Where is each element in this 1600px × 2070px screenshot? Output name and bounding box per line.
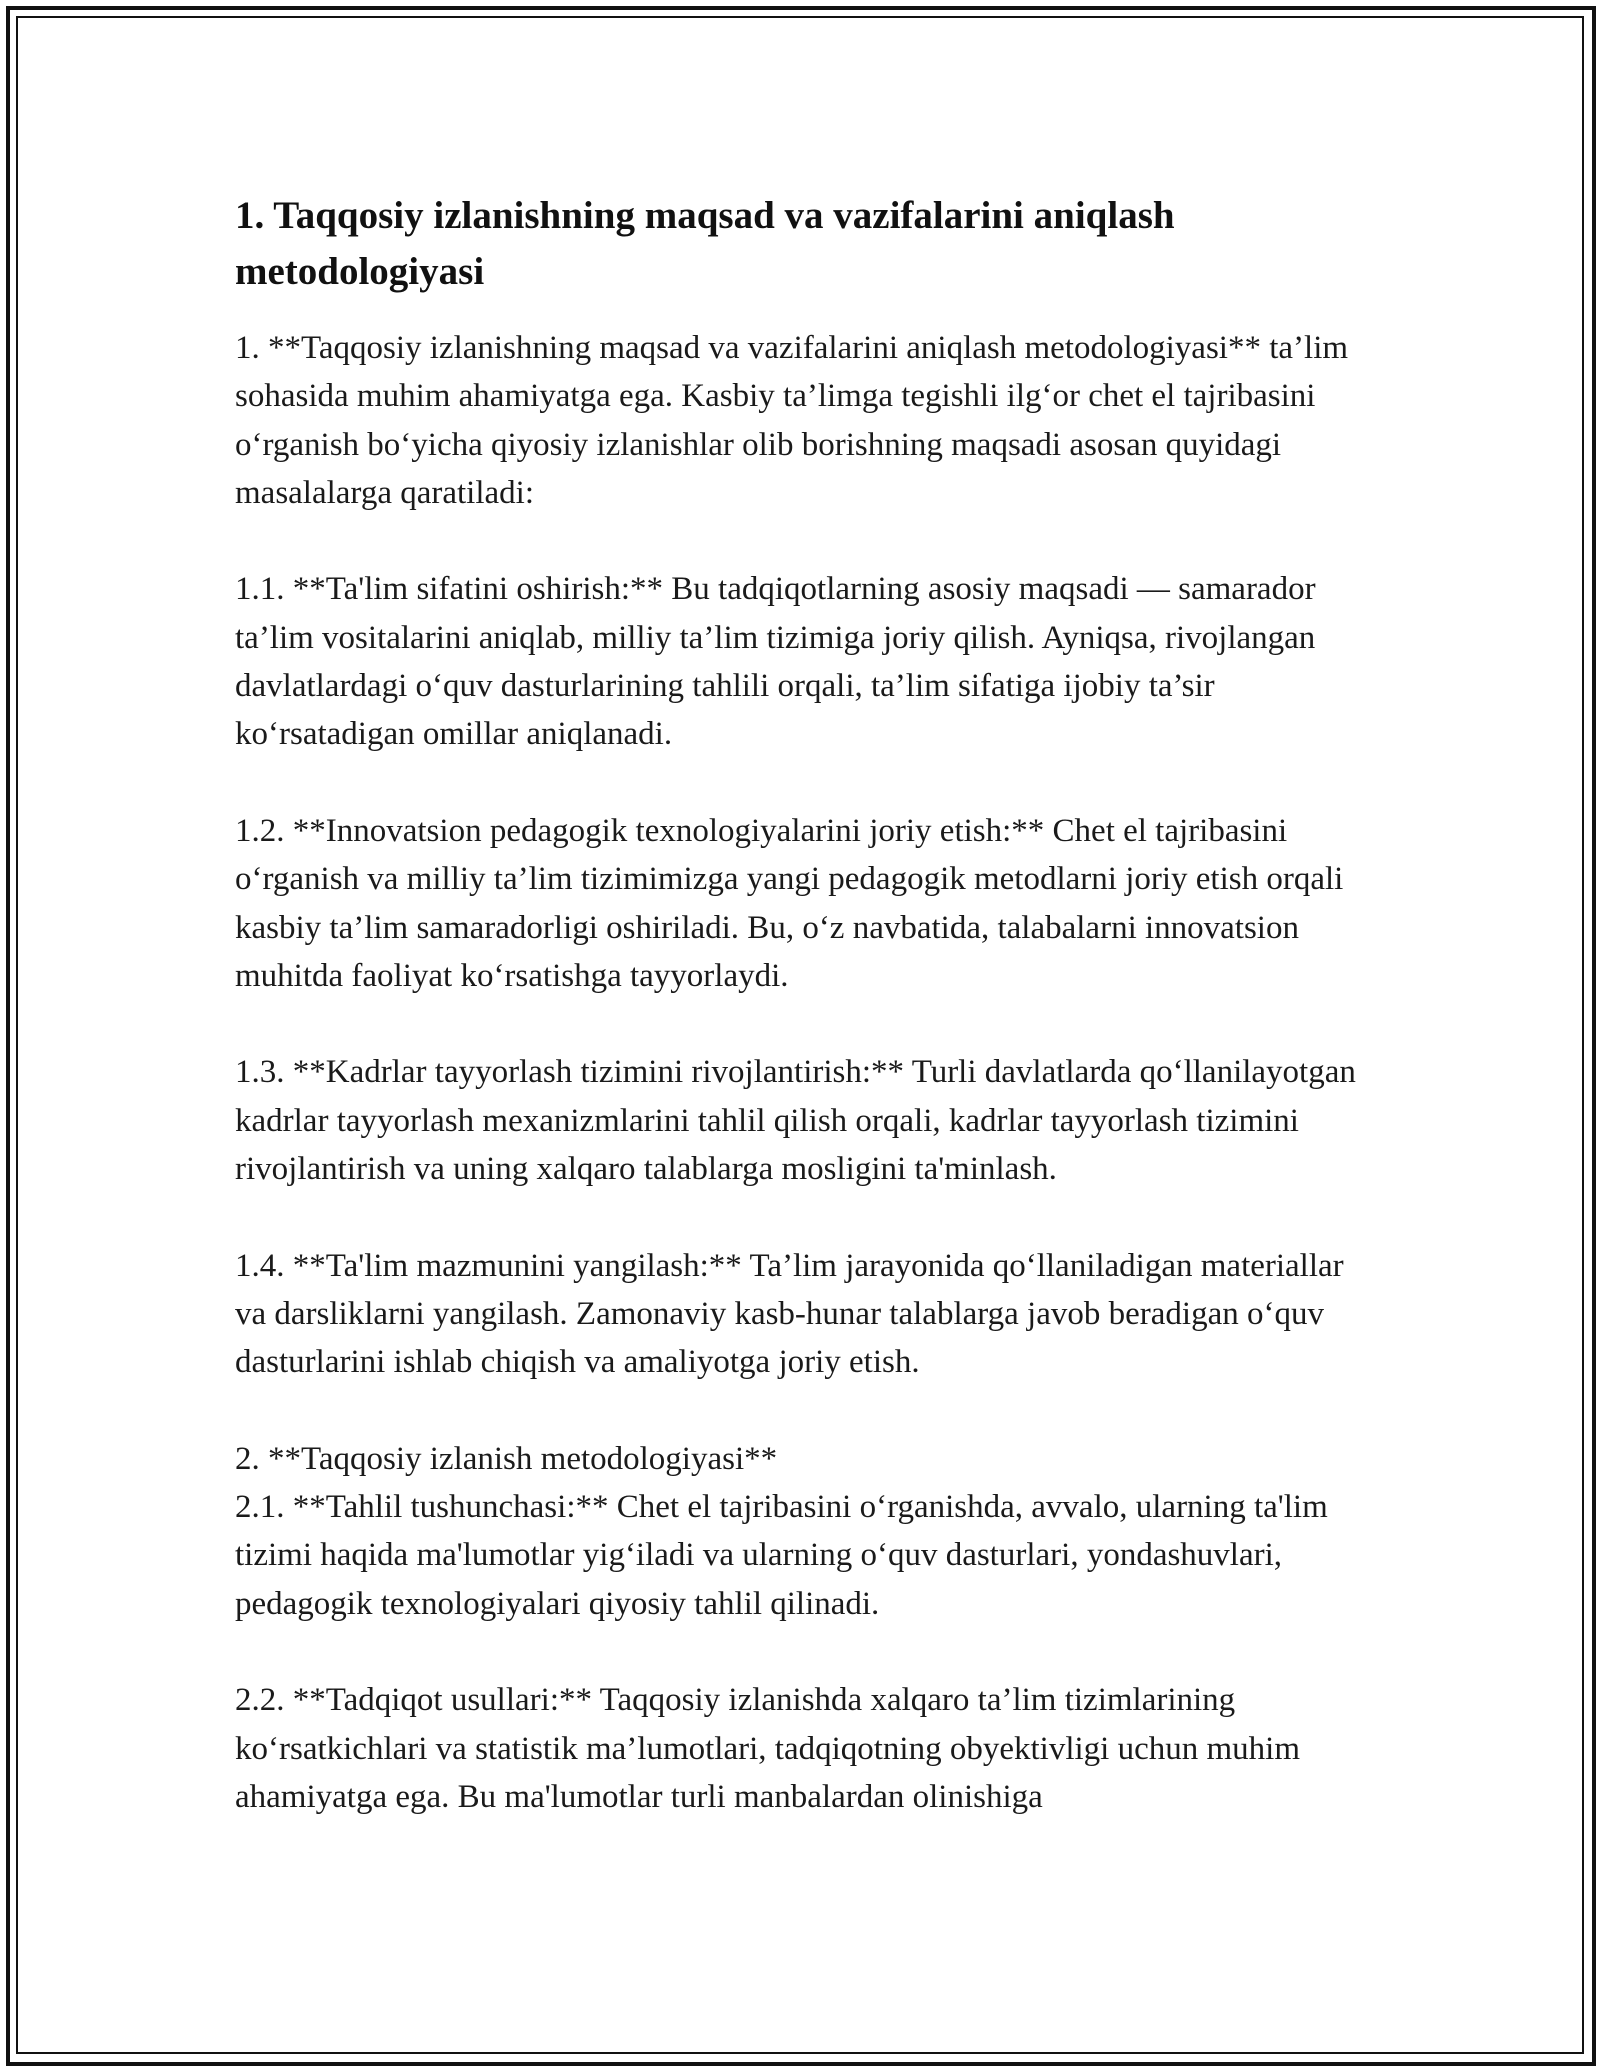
document-body: 1. **Taqqosiy izlanishning maqsad va vazifalarini aniqlash metodologiyasi** ta’lim sohasida muhim ahamiyatga ega. Kasbiy ta’limga tegishli ilg‘or chet el tajribasini o‘rganish bo‘yicha qiyosiy izlanishlar olib borishning maqsadi asosan quyidagi masalalarga qaratiladi: 1.1. **Ta'lim sifatini oshirish:** Bu tadqiqotlarning asosiy maqsadi — samarador ta’lim vositalarini aniqlab, milliy ta’lim tizimiga joriy qilish. Ayniqsa, rivojlangan davlatlardagi o‘quv dasturlarining tahlili orqali, ta’lim sifatiga ijobiy ta’sir ko‘rsatadigan omillar aniqlanadi. 1.2. **Innovatsion pedagogik texnologiyalarini joriy etish:** Chet el tajribasini o‘rganish va milliy ta’lim tizimimizga yangi pedagogik metodlarni joriy etish orqali kasbiy ta’lim samaradorligi oshiriladi. Bu, o‘z navbatida, talabalarni innovatsion muhitda faoliyat ko‘rsatishga tayyorlaydi. 1.3. **Kadrlar tayyorlash tizimini rivojlantirish:** Turli davlatlarda qo‘llanilayotgan kadrlar tayyorlash mexanizmlarini tahlil qilish orqali, kadrlar tayyorlash tizimini rivojlantirish va uning xalqaro talablarga mosligini ta'minlash. 1.4. **Ta'lim mazmunini yangilash:** Ta’lim jarayonida qo‘llaniladigan materiallar va darsliklarni yangilash. Zamonaviy kasb-hunar talablarga javob beradigan o‘quv dasturlarini ishlab chiqish va amaliyotga joriy etish. 2. **Taqqosiy izlanish metodologiyasi** 2.1. **Tahlil tushunchasi:** Chet el tajribasini o‘rganishda, avvalo, ularning ta'lim tizimi haqida ma'lumotlar yig‘iladi va ularning o‘quv dasturlari, yondashuvlari, pedagogik texnologiyalari qiyosiy tahlil qilinadi. 2.2. **Tadqiqot usullari:** Taqqosiy izlanishda xalqaro ta’lim tizimlarining ko‘rsatkichlari va statistik ma’lumotlari, tadqiqotning obyektivligi uchun muhim ahamiyatga ega. Bu ma'lumotlar turli manbalardan olinishiga	[235, 330, 1356, 1815]
page-title: 1. Taqqosiy izlanishning maqsad va vazifalarini aniqlash metodologiyasi	[235, 194, 1175, 293]
document-content	[235, 188, 1375, 1821]
